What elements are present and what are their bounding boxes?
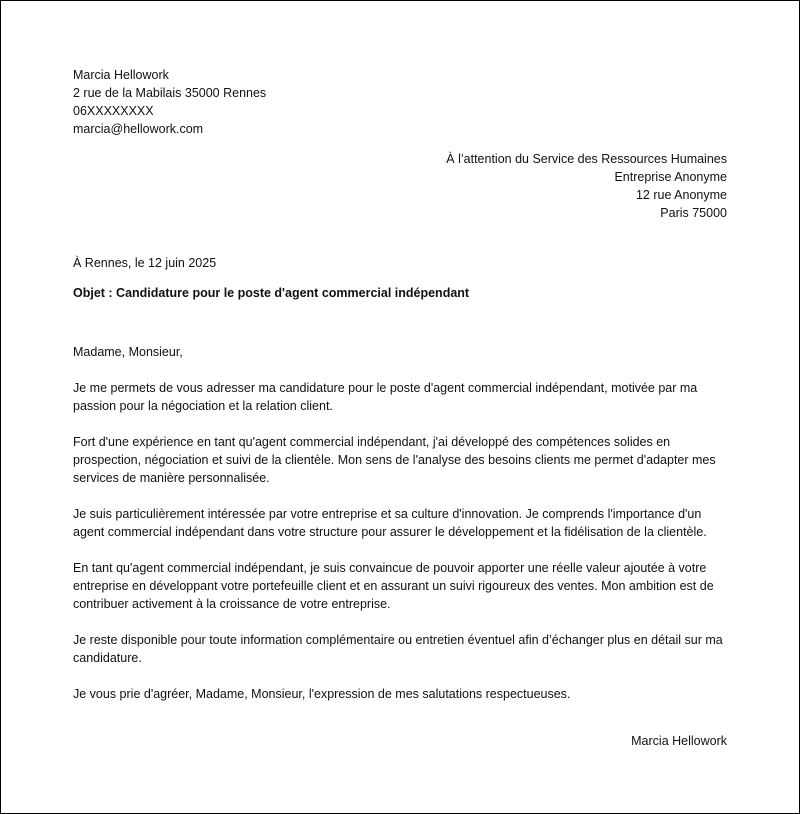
- recipient-street: 12 rue Anonyme: [635, 188, 727, 202]
- sender-phone: 06XXXXXXXX: [73, 104, 154, 118]
- sender-block: [73, 66, 266, 138]
- body-paragraph: Fort d'une expérience en tant qu'agent commercial indépendant, j'ai développé des compétences solides en prospection, négociation et suivi de la clientèle. Mon sens de l'analyse des besoins clients me permet d'adapter mes services de manière personnalisée.: [73, 435, 716, 485]
- salutation: Madame, Monsieur,: [73, 345, 183, 359]
- letter-subject: Objet : Candidature pour le poste d'agent commercial indépendant: [73, 286, 470, 300]
- body-paragraph: Je me permets de vous adresser ma candidature pour le poste d'agent commercial indépendant, motivée par ma passion pour la négociation et la relation client.: [73, 381, 698, 413]
- sender-address: 2 rue de la Mabilais 35000 Rennes: [73, 86, 267, 100]
- sender-email: marcia@hellowork.com: [73, 122, 204, 136]
- recipient-city: Paris 75000: [660, 206, 727, 220]
- signature: Marcia Hellowork: [631, 734, 727, 748]
- recipient-company: Entreprise Anonyme: [614, 170, 727, 184]
- letter-body: [73, 343, 733, 721]
- recipient-attention: À l’attention du Service des Ressources Humaines: [446, 152, 727, 166]
- sender-name: Marcia Hellowork: [73, 68, 169, 82]
- body-paragraph: Je suis particulièrement intéressée par votre entreprise et sa culture d'innovation. Je comprends l'importance d'un agent commercial indépendant dans votre structure pour assurer le développement et la fidélisation de la clientèle.: [73, 507, 707, 539]
- body-paragraph: Je reste disponible pour toute information complémentaire ou entretien éventuel afin d’échanger plus en détail sur ma candidature.: [73, 633, 723, 665]
- letter-date: À Rennes, le 12 juin 2025: [73, 256, 217, 270]
- recipient-block: [446, 150, 727, 222]
- body-paragraph: En tant qu'agent commercial indépendant, je suis convaincue de pouvoir apporter une réelle valeur ajoutée à votre entreprise en développant votre portefeuille client et en assurant un suivi rigoureux des ventes. Mon ambition est de contribuer activement à la croissance de votre entreprise.: [73, 561, 714, 611]
- closing-paragraph: Je vous prie d'agréer, Madame, Monsieur, l'expression de mes salutations respectueuses.: [73, 687, 571, 701]
